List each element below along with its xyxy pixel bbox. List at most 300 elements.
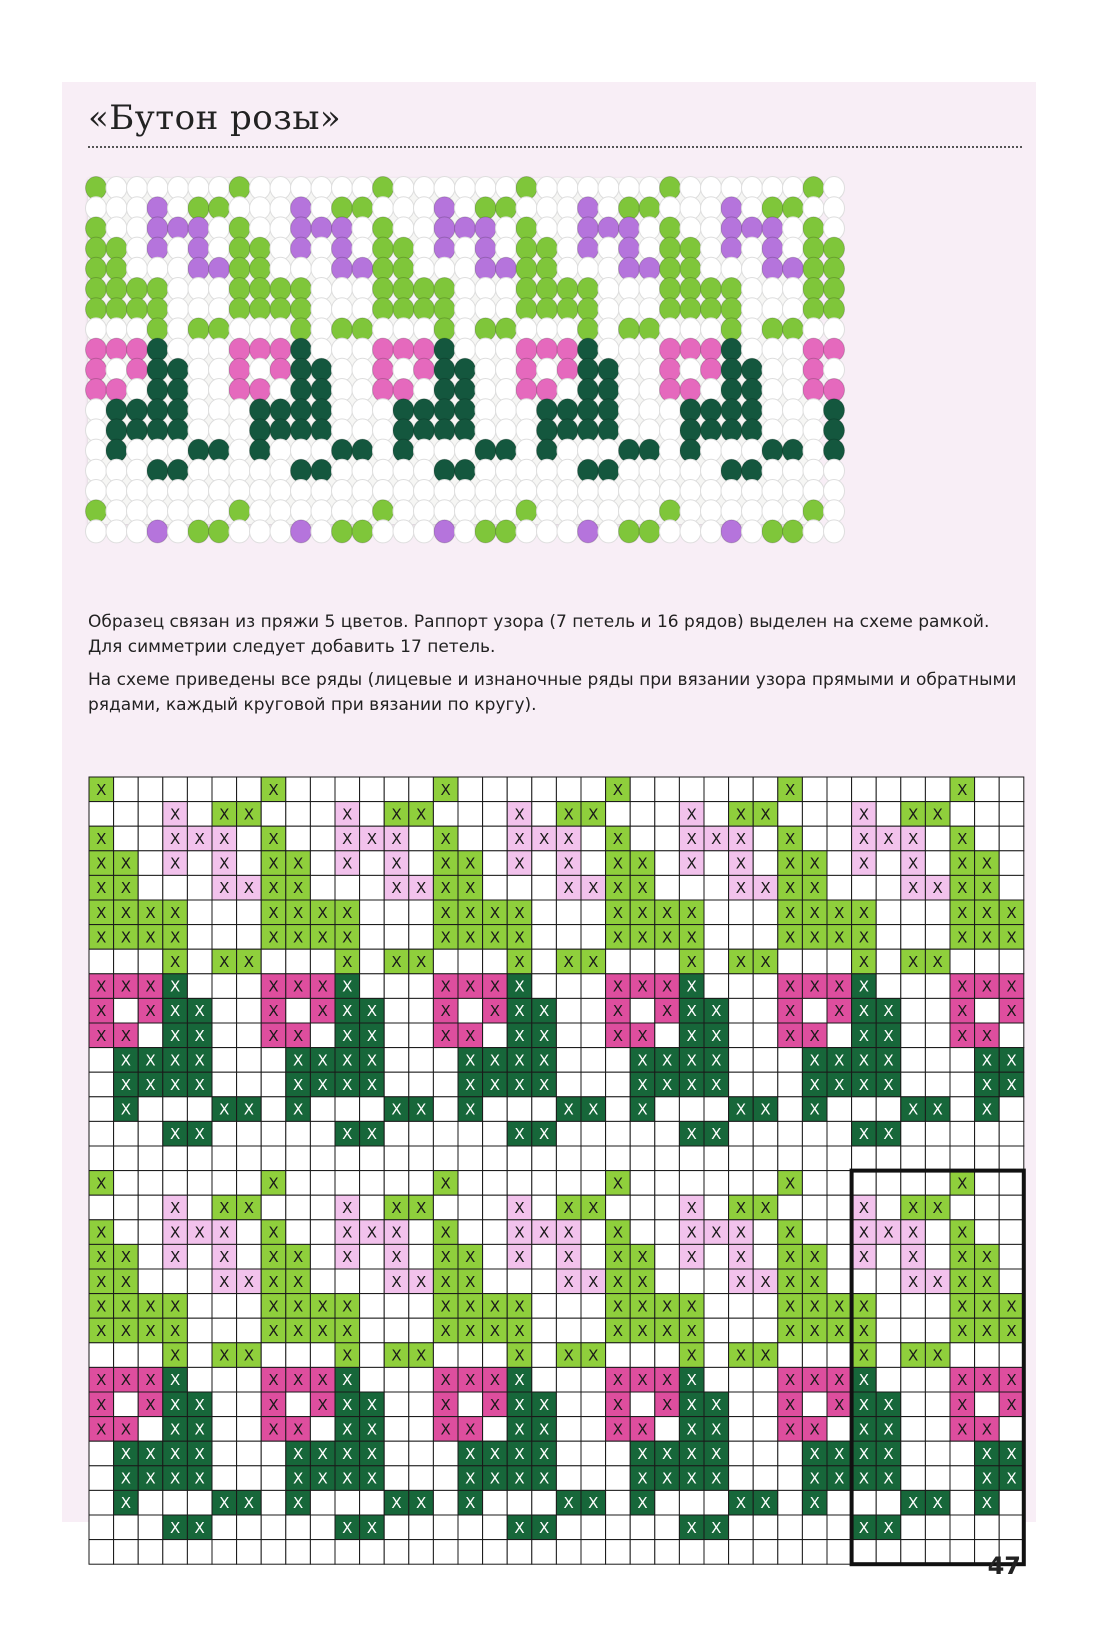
chart-cell-mark: X [637, 1076, 648, 1094]
chart-cell [261, 1343, 286, 1368]
chart-cell [163, 1490, 188, 1515]
chart-cell [999, 1220, 1024, 1245]
chart-cell [261, 949, 286, 974]
stitch [106, 358, 127, 381]
chart-cell-mark: X [981, 879, 993, 898]
stitch [393, 419, 414, 442]
chart-cell [310, 875, 335, 900]
chart-cell-mark: X [219, 1100, 230, 1119]
chart-cell [138, 875, 163, 900]
chart-cell-mark: X [391, 1346, 402, 1365]
stitch [537, 318, 558, 341]
chart-cell-mark: X [120, 854, 132, 873]
chart-cell [556, 1392, 581, 1417]
chart-cell [556, 1294, 581, 1319]
chart-cell-mark: X [96, 1272, 107, 1291]
chart-cell [950, 1097, 975, 1122]
chart-cell [925, 1146, 950, 1171]
chart-cell [753, 1023, 778, 1048]
stitch [578, 318, 599, 341]
chart-cell [310, 1171, 335, 1196]
chart-cell [778, 1490, 803, 1515]
chart-cell [507, 1146, 532, 1171]
chart-cell [187, 1097, 212, 1122]
stitch [680, 480, 701, 503]
chart-cell-mark: X [169, 1223, 181, 1242]
chart-cell [483, 1540, 508, 1565]
stitch [598, 439, 619, 462]
chart-cell [950, 949, 975, 974]
stitch [537, 379, 558, 402]
chart-cell-mark: X [686, 977, 697, 996]
stitch [516, 358, 537, 381]
chart-cell [532, 949, 557, 974]
stitch [270, 177, 291, 200]
chart-cell-mark: X [415, 1100, 427, 1119]
stitch [783, 500, 804, 523]
stitch [229, 500, 250, 523]
chart-cell-mark: X [809, 1494, 820, 1513]
chart-cell-mark: X [637, 1322, 648, 1340]
chart-cell [89, 1121, 114, 1146]
chart-cell [360, 1294, 385, 1319]
chart-cell [729, 1171, 754, 1196]
stitch [762, 379, 783, 402]
chart-cell [310, 1146, 335, 1171]
stitch [701, 459, 722, 482]
chart-cell [384, 777, 409, 802]
chart-cell [89, 949, 114, 974]
chart-cell-mark: X [637, 1051, 648, 1070]
chart-cell-mark: X [735, 1248, 747, 1267]
chart-cell [704, 1343, 729, 1368]
stitch [332, 217, 353, 240]
chart-cell [901, 1466, 926, 1491]
chart-cell [999, 1171, 1024, 1196]
chart-cell-mark: X [268, 1371, 279, 1390]
chart-cell-mark: X [219, 854, 230, 873]
stitch [660, 197, 681, 220]
chart-cell-mark: X [883, 1445, 894, 1463]
chart-cell [778, 802, 803, 827]
chart-cell [360, 851, 385, 876]
chart-cell [655, 1417, 680, 1442]
chart-cell [679, 1146, 704, 1171]
chart-cell [556, 1146, 581, 1171]
chart-cell [187, 1540, 212, 1565]
chart-cell [138, 1417, 163, 1442]
stitch [373, 318, 394, 341]
stitch [701, 439, 722, 462]
chart-cell [384, 1318, 409, 1343]
chart-cell [458, 1343, 483, 1368]
stitch [639, 237, 660, 260]
chart-cell-mark: X [145, 928, 156, 947]
chart-cell-mark: X [169, 1125, 181, 1144]
chart-cell [114, 949, 139, 974]
stitch [147, 480, 168, 503]
stitch [127, 419, 148, 442]
chart-cell-mark: X [514, 977, 525, 996]
chart-cell [581, 851, 606, 876]
stitch [127, 318, 148, 341]
stitch [209, 298, 230, 321]
chart-cell [458, 802, 483, 827]
chart-cell-mark: X [120, 1297, 132, 1316]
chart-cell [556, 900, 581, 925]
chart-cell [163, 1146, 188, 1171]
stitch [742, 379, 763, 402]
stitch [127, 459, 148, 482]
stitch [414, 237, 435, 260]
chart-cell-mark: X [563, 1248, 574, 1267]
stitch [824, 459, 845, 482]
stitch [393, 217, 414, 240]
stitch [619, 358, 640, 381]
stitch [311, 520, 332, 543]
stitch [250, 399, 271, 422]
stitch [188, 379, 209, 402]
chart-cell [630, 802, 655, 827]
chart-cell-mark: X [440, 1002, 451, 1021]
chart-cell [458, 998, 483, 1023]
chart-cell [261, 1466, 286, 1491]
chart-cell [237, 1121, 262, 1146]
stitch [311, 257, 332, 280]
chart-cell [532, 1244, 557, 1269]
stitch [106, 338, 127, 361]
chart-cell-mark: X [809, 903, 820, 922]
chart-cell [876, 1490, 901, 1515]
chart-cell-mark: X [243, 1199, 255, 1217]
chart-cell-mark: X [268, 1395, 279, 1414]
stitch [803, 338, 824, 361]
chart-cell-mark: X [981, 1248, 993, 1267]
stitch [127, 298, 148, 321]
stitch [455, 338, 476, 361]
stitch [824, 237, 845, 260]
chart-cell-mark: X [268, 854, 279, 873]
chart-cell [655, 1171, 680, 1196]
chart-cell-mark: X [612, 1174, 624, 1193]
stitch [188, 459, 209, 482]
stitch [475, 358, 496, 381]
stitch [127, 439, 148, 462]
chart-cell-mark: X [981, 1469, 993, 1488]
chart-cell [852, 1490, 877, 1515]
chart-cell-mark: X [883, 830, 894, 848]
stitch [537, 439, 558, 462]
stitch [86, 439, 107, 462]
stitch [86, 318, 107, 341]
chart-cell-mark: X [784, 1322, 796, 1340]
chart-cell-mark: X [391, 1494, 402, 1513]
chart-cell [581, 1441, 606, 1466]
stitch [557, 500, 578, 523]
stitch [742, 419, 763, 442]
stitch [332, 197, 353, 220]
stitch [537, 257, 558, 280]
chart-cell-mark: X [858, 805, 870, 824]
stitch [373, 500, 394, 523]
chart-cell-mark: X [169, 977, 181, 996]
chart-cell [114, 998, 139, 1023]
stitch [168, 379, 189, 402]
chart-cell-mark: X [292, 1371, 304, 1390]
chart-cell [310, 949, 335, 974]
stitch [783, 480, 804, 503]
chart-cell-mark: X [243, 1494, 255, 1513]
chart-cell [606, 802, 631, 827]
stitch [721, 358, 742, 381]
chart-cell-mark: X [489, 1002, 501, 1021]
chart-cell-mark: X [932, 1494, 943, 1513]
chart-cell [163, 777, 188, 802]
chart-cell-mark: X [612, 903, 624, 922]
stitch [393, 399, 414, 422]
chart-cell-mark: X [366, 1469, 378, 1488]
chart-cell [286, 802, 311, 827]
chart-cell-mark: X [637, 1248, 648, 1267]
chart-cell-mark: X [784, 1248, 796, 1267]
stitch [639, 480, 660, 503]
chart-cell-mark: X [145, 1322, 156, 1340]
stitch [106, 197, 127, 220]
chart-cell [581, 1023, 606, 1048]
chart-cell [409, 974, 434, 999]
stitch [414, 257, 435, 280]
stitch [516, 318, 537, 341]
stitch [701, 399, 722, 422]
chart-cell [901, 1367, 926, 1392]
stitch [557, 237, 578, 260]
chart-cell-mark: X [342, 1125, 353, 1144]
stitch [332, 379, 353, 402]
chart-cell-mark: X [440, 1272, 451, 1291]
chart-cell [483, 1097, 508, 1122]
stitch [660, 358, 681, 381]
chart-cell [138, 949, 163, 974]
chart-cell [335, 1540, 360, 1565]
stitch [762, 237, 783, 260]
chart-cell [138, 1490, 163, 1515]
chart-cell [704, 875, 729, 900]
chart-cell [360, 875, 385, 900]
chart-cell [286, 777, 311, 802]
stitch [332, 500, 353, 523]
stitch [168, 217, 189, 240]
stitch [311, 278, 332, 301]
chart-cell-mark: X [858, 1076, 870, 1094]
chart-cell [532, 1318, 557, 1343]
chart-cell [409, 1540, 434, 1565]
chart-cell [286, 826, 311, 851]
chart-cell [925, 1023, 950, 1048]
chart-cell [507, 1490, 532, 1515]
chart-cell-mark: X [465, 1445, 476, 1463]
chart-cell-mark: X [366, 1051, 378, 1070]
chart-cell [187, 1367, 212, 1392]
stitch [660, 217, 681, 240]
chart-cell [802, 802, 827, 827]
chart-cell [187, 949, 212, 974]
chart-cell-mark: X [342, 805, 353, 824]
stitch [147, 298, 168, 321]
stitch [455, 459, 476, 482]
chart-cell [89, 1441, 114, 1466]
stitch [455, 197, 476, 220]
stitch [86, 379, 107, 402]
stitch [516, 338, 537, 361]
chart-cell-mark: X [563, 953, 574, 971]
chart-cell-mark: X [514, 805, 525, 824]
stitch [250, 459, 271, 482]
chart-cell-mark: X [612, 928, 624, 947]
chart-cell [827, 851, 852, 876]
stitch [660, 399, 681, 422]
stitch [455, 318, 476, 341]
chart-cell-mark: X [661, 1297, 673, 1316]
chart-cell [187, 900, 212, 925]
chart-cell [901, 1294, 926, 1319]
stitch [783, 459, 804, 482]
chart-cell-mark: X [169, 953, 181, 971]
stitch [209, 217, 230, 240]
chart-cell-mark: X [686, 1395, 697, 1414]
chart-cell-mark: X [317, 928, 328, 947]
stitch [373, 278, 394, 301]
knitting-chart [88, 776, 1024, 1537]
chart-cell [827, 875, 852, 900]
chart-cell [261, 1097, 286, 1122]
chart-cell [655, 777, 680, 802]
chart-cell [581, 1417, 606, 1442]
chart-cell-mark: X [686, 928, 697, 947]
chart-cell-mark: X [981, 1445, 993, 1463]
chart-cell [360, 900, 385, 925]
chart-cell-mark: X [440, 1248, 451, 1267]
chart-cell-mark: X [784, 1272, 796, 1291]
chart-cell [999, 1244, 1024, 1269]
stitch [619, 459, 640, 482]
stitch [496, 318, 517, 341]
stitch [762, 338, 783, 361]
stitch [311, 237, 332, 260]
knitted-stitches [86, 177, 845, 543]
stitch [147, 439, 168, 462]
chart-cell-mark: X [366, 1026, 378, 1045]
chart-cell [975, 1220, 1000, 1245]
chart-cell [704, 1367, 729, 1392]
chart-cell [729, 1540, 754, 1565]
chart-cell-mark: X [514, 1002, 525, 1021]
stitch [106, 257, 127, 280]
chart-cell-mark: X [342, 1420, 353, 1439]
chart-cell [237, 1466, 262, 1491]
stitch [619, 379, 640, 402]
chart-cell [802, 1343, 827, 1368]
stitch [373, 237, 394, 260]
chart-cell-mark: X [784, 977, 796, 996]
stitch [455, 177, 476, 200]
stitch [742, 278, 763, 301]
chart-cell [187, 1294, 212, 1319]
chart-cell-mark: X [194, 1420, 205, 1439]
chart-cell [384, 1367, 409, 1392]
stitch [598, 298, 619, 321]
chart-cell-mark: X [145, 1051, 156, 1070]
stitch [537, 459, 558, 482]
chart-cell-mark: X [465, 1248, 476, 1267]
chart-cell-mark: X [686, 1051, 697, 1070]
chart-cell-mark: X [96, 1420, 107, 1439]
chart-cell [409, 1392, 434, 1417]
stitch [721, 338, 742, 361]
chart-cell-mark: X [735, 1272, 747, 1291]
chart-cell-mark: X [735, 1223, 747, 1242]
stitch [229, 177, 250, 200]
chart-cell-mark: X [809, 1076, 820, 1094]
stitch [475, 439, 496, 462]
stitch [352, 278, 373, 301]
stitch [291, 177, 312, 200]
chart-cell-mark: X [563, 1199, 574, 1217]
chart-cell-mark: X [809, 1371, 820, 1390]
chart-cell [753, 1466, 778, 1491]
stitch [721, 177, 742, 200]
chart-cell-mark: X [563, 1272, 574, 1291]
stitch [742, 257, 763, 280]
chart-cell-mark: X [489, 1371, 501, 1390]
chart-cell [975, 998, 1000, 1023]
chart-cell [606, 1490, 631, 1515]
stitch [311, 379, 332, 402]
stitch [86, 338, 107, 361]
stitch [332, 318, 353, 341]
stitch [639, 318, 660, 341]
stitch [291, 500, 312, 523]
chart-cell [901, 900, 926, 925]
stitch [188, 480, 209, 503]
stitch [455, 520, 476, 543]
chart-cell [483, 1146, 508, 1171]
stitch [270, 439, 291, 462]
chart-cell-mark: X [981, 1026, 993, 1045]
stitch [373, 358, 394, 381]
stitch [106, 237, 127, 260]
stitch [168, 338, 189, 361]
chart-cell-mark: X [686, 1420, 697, 1439]
chart-cell-mark: X [907, 953, 919, 971]
chart-cell [458, 1515, 483, 1540]
chart-cell [458, 1220, 483, 1245]
stitch [680, 257, 701, 280]
stitch [598, 257, 619, 280]
chart-cell-mark: X [169, 903, 181, 922]
chart-cell-mark: X [957, 1223, 968, 1242]
page-number: 47 [987, 1552, 1021, 1580]
stitch [721, 217, 742, 240]
chart-cell-mark: X [317, 1051, 328, 1070]
stitch [209, 318, 230, 341]
chart-cell-mark: X [711, 1002, 722, 1021]
chart-cell [581, 1367, 606, 1392]
chart-cell [655, 1097, 680, 1122]
description-text [88, 610, 1028, 726]
chart-cell [581, 1392, 606, 1417]
stitch [660, 257, 681, 280]
chart-cell-mark: X [784, 1026, 796, 1045]
